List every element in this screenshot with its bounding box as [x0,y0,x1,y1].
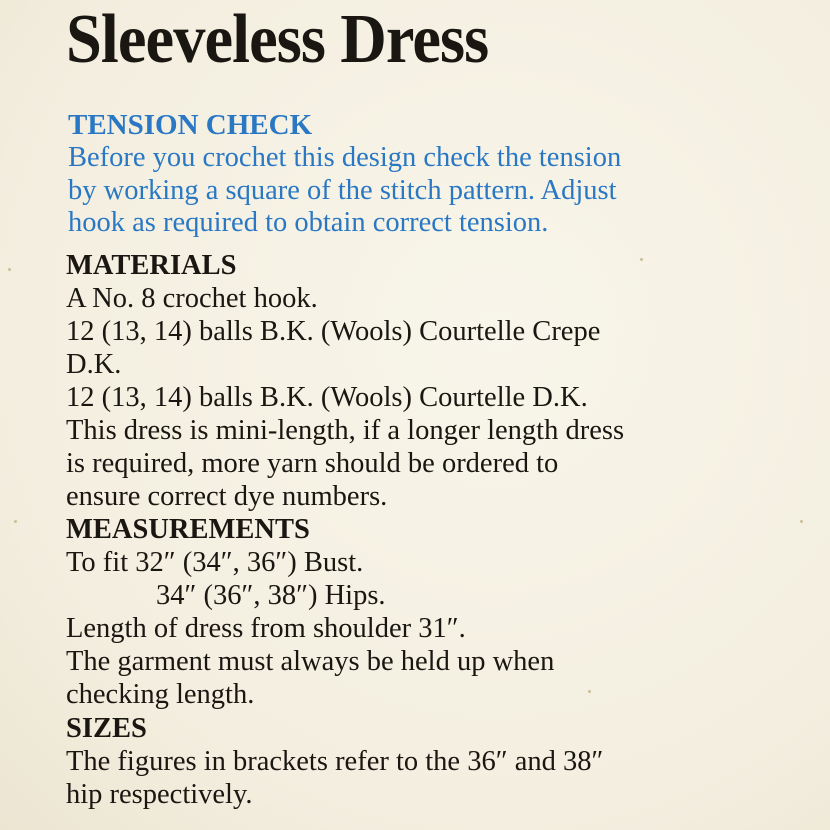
materials-line: A No. 8 crochet hook. [66,283,318,314]
paper-speck [8,268,11,271]
page-title: Sleeveless Dress [66,1,489,78]
sizes-line: The figures in brackets refer to the 36″ and 38″ [66,746,604,777]
measurements-bust: To fit 32″ (34″, 36″) Bust. [66,547,364,578]
measurements-line: checking length. [66,679,255,710]
materials-line: ensure correct dye numbers. [66,481,388,512]
materials-line: 12 (13, 14) balls B.K. (Wools) Courtelle D.K. [66,382,588,413]
tension-check-heading: TENSION CHECK [68,109,313,141]
tension-line: by working a square of the stitch pattern. Adjust [68,174,617,206]
sizes-section [66,712,816,811]
materials-line: D.K. [66,349,122,380]
paper-speck [588,690,591,693]
tension-line: hook as required to obtain correct tension. [68,207,549,239]
sizes-line: hip respectively. [66,779,253,810]
sizes-heading: SIZES [66,713,147,744]
paper-speck [800,520,803,523]
measurements-line: Length of dress from shoulder 31″. [66,613,466,644]
materials-heading: MATERIALS [66,250,237,281]
paper-speck [14,520,17,523]
materials-line: 12 (13, 14) balls B.K. (Wools) Courtelle Crepe [66,316,601,347]
measurements-hips: 34″ (36″, 38″) Hips. [156,580,386,611]
materials-section [66,249,816,513]
paper-speck [640,258,643,261]
materials-line: This dress is mini-length, if a longer length dress [66,415,625,446]
measurements-heading: MEASUREMENTS [66,514,310,545]
measurements-section [66,513,816,711]
measurements-line: The garment must always be held up when [66,646,555,677]
materials-line: is required, more yarn should be ordered to [66,448,559,479]
tension-check-text [68,142,808,240]
tension-line: Before you crochet this design check the tension [68,142,622,173]
